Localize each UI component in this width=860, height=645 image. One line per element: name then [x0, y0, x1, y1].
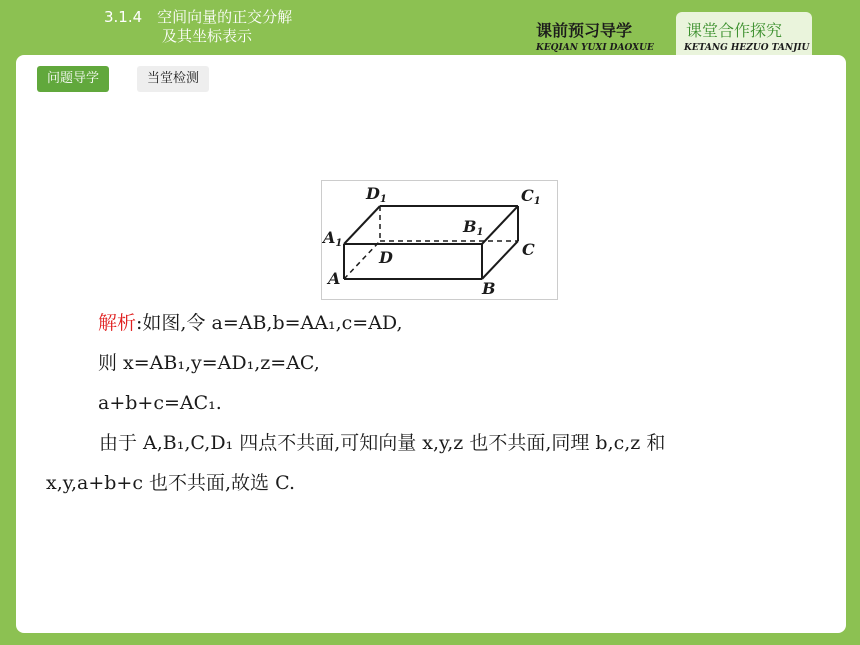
solution-line-3: a+b+c=AC₁.	[98, 392, 222, 414]
content-card	[16, 55, 846, 633]
tab-explore-label: 课堂合作探究	[686, 21, 783, 40]
label-c: C	[522, 240, 535, 259]
tab-explore-sublabel: KETANG HEZUO TANJIU	[684, 43, 810, 53]
question-guide-button[interactable]: 问题导学	[37, 66, 109, 92]
tab-preview-sublabel: KEQIAN YUXI DAOXUE	[536, 43, 654, 53]
solution-text	[46, 303, 826, 503]
class-check-button[interactable]: 当堂检测	[137, 66, 209, 92]
label-a: A	[328, 269, 341, 288]
cuboid-svg	[322, 181, 557, 299]
label-a1: A1	[323, 228, 343, 249]
solution-line-2: 则 x=AB₁,y=AD₁,z=AC,	[98, 352, 320, 374]
cuboid-figure	[321, 180, 558, 300]
lesson-title-line2: 及其坐标表示	[162, 27, 253, 45]
tab-preview-label: 课前预习导学	[536, 21, 633, 40]
solution-line-1	[46, 303, 826, 343]
label-b1: B1	[463, 217, 484, 238]
solution-line-1-text: :如图,令 a=AB,b=AA₁,c=AD,	[136, 312, 403, 334]
tab-explore[interactable]	[676, 12, 812, 56]
header-bar	[0, 0, 860, 56]
label-b: B	[482, 279, 496, 298]
label-c1: C1	[521, 186, 541, 207]
label-d: D	[379, 248, 393, 267]
solution-line-5: x,y,a+b+c 也不共面,故选 C.	[46, 472, 295, 494]
label-d1: D1	[366, 184, 387, 205]
solution-line-4: 由于 A,B₁,C,D₁ 四点不共面,可知向量 x,y,z 也不共面,同理 b,c,z 和	[80, 432, 666, 454]
lesson-title-line1: 3.1.4 空间向量的正交分解	[104, 8, 293, 26]
tab-preview[interactable]	[536, 18, 668, 56]
lesson-title	[104, 8, 292, 46]
solution-label: 解析	[98, 312, 137, 334]
